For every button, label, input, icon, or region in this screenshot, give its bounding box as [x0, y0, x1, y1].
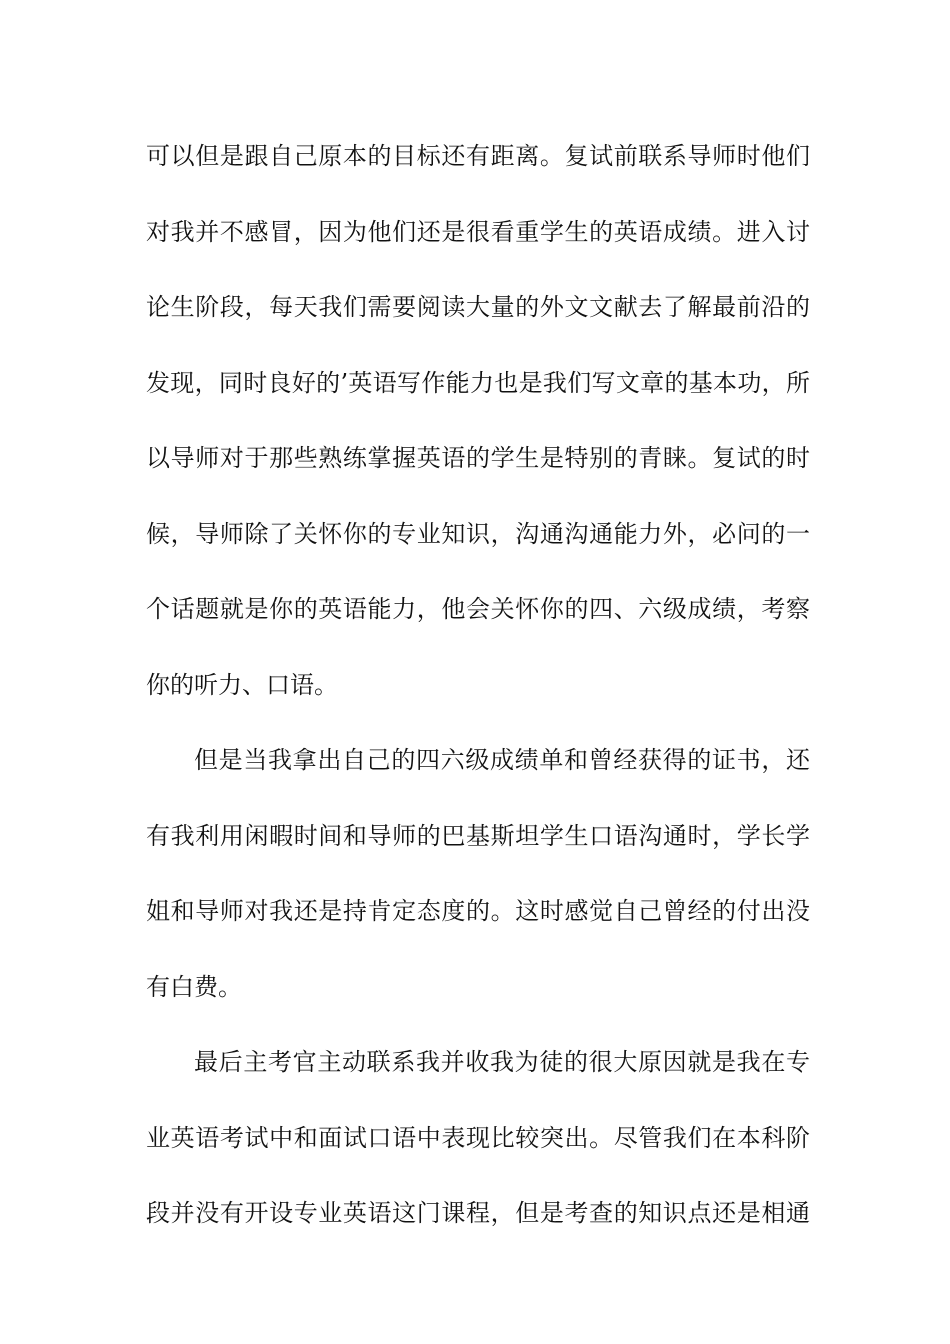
text-line: 姐和导师对我还是持肯定态度的。这时感觉自己曾经的付出没: [146, 897, 810, 925]
text-line: 发现，同时良好的’英语写作能力也是我们写文章的基本功，所: [146, 368, 810, 397]
text-line: 你的听力、口语。: [146, 670, 338, 699]
text-line: 对我并不感冒，因为他们还是很看重学生的英语成绩。进入讨: [146, 217, 810, 246]
text-line: 段并没有开设专业英语这门课程，但是考查的知识点还是相通: [146, 1199, 810, 1227]
text-line: 个话题就是你的英语能力，他会关怀你的四、六级成绩，考察: [146, 595, 810, 623]
paragraph-2: [146, 735, 810, 1012]
text-line: 有我利用闲暇时间和导师的巴基斯坦学生口语沟通时，学长学: [146, 821, 810, 850]
text-line: 以导师对于那些熟练掌握英语的学生是特别的青睐。复试的时: [146, 444, 810, 472]
text-line: 业英语考试中和面试口语中表现比较突出。尽管我们在本科阶: [146, 1123, 810, 1152]
document-body: [146, 131, 810, 1264]
paragraph-1: [146, 131, 810, 710]
text-line: 论生阶段，每天我们需要阅读大量的外文文献去了解最前沿的: [146, 293, 810, 321]
paragraph-3: [146, 1037, 810, 1238]
text-line: 最后主考官主动联系我并收我为徒的很大原因就是我在专: [194, 1048, 810, 1076]
text-line: 但是当我拿出自己的四六级成绩单和曾经获得的证书，还: [194, 746, 810, 774]
text-line: 有白费。: [146, 972, 242, 1001]
text-line: 可以但是跟自己原本的目标还有距离。复试前联系导师时他们: [146, 142, 810, 170]
text-line: 候，导师除了关怀你的专业知识，沟通沟通能力外，必问的一: [146, 519, 810, 548]
